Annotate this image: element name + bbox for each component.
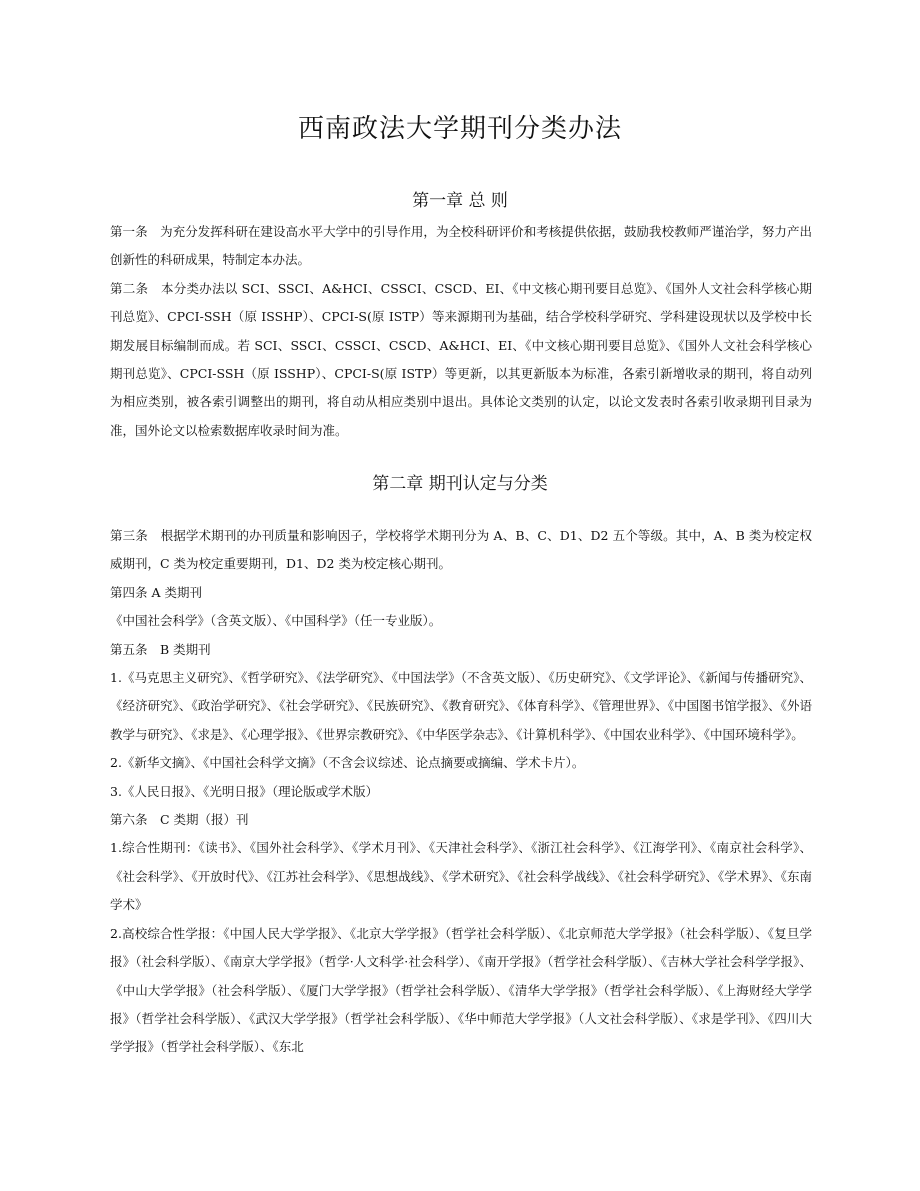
chapter1-heading: 第一章 总 则 xyxy=(412,191,508,211)
article-6-item-1: 1.综合性期刊：《读书》、《国外社会科学》、《学术月刊》、《天津社会科学》、《浙江社会科学》、《江海学刊》、《南京社会科学》、《社会科学》、《开放时代》、《江苏社会科学》、《思想战线》、《学术研究》、《社会科学战线》、《社会科学研究》、《学术界》、《东南学术》 xyxy=(110,840,812,913)
article-5-item-3: 3.《人民日报》、《光明日报》（理论版或学术版） xyxy=(110,783,379,799)
article-2: 第二条 本分类办法以 SCI、SSCI、A&HCI、CSSCI、CSCD、EI、《中文核心期刊要目总览》、《国外人文社会科学核心期刊总览》、CPCI-SSH（原 ISSHP）、CPCI-S(原 ISTP）等来源期刊为基础，结合学校科学研究、学科建设现状以及学校中长期发展目标编制而成。若 SCI、SSCI、CSSCI、CSCD、A&HCI、EI、《中文核心期刊要目总览》、《国外人文社会科学核心期刊总览》、CPCI-SSH（原 ISSHP）、CPCI-S(原 ISTP）等更新，以其更新版本为标准，各索引新增收录的期刊，将自动列为相应类别，被各索引调整出的期刊，将自动从相应类别中退出。具体论文类别的认定，以论文发表时各索引收录期刊目录为准，国外论文以检索数据库收录时间为准。 xyxy=(110,280,812,438)
article-5-item-2: 2.《新华文摘》、《中国社会科学文摘》（不含会议综述、论点摘要或摘编、学术卡片）。 xyxy=(110,755,585,771)
chapter2-body xyxy=(110,522,812,1062)
chapter1-body xyxy=(110,218,812,445)
article-6-item-2: 2.高校综合性学报：《中国人民大学学报》、《北京大学学报》（哲学社会科学版）、《北京师范大学学报》（社会科学版）、《复旦学报》（社会科学版）、《南京大学学报》（哲学·人文科学·社会科学）、《南开学报》（哲学社会科学版）、《吉林大学社会科学学报》、《中山大学学报》（社会科学版）、《厦门大学学报》（哲学社会科学版）、《清华大学学报》（哲学社会科学版）、《上海财经大学学报》（哲学社会科学版）、《武汉大学学报》（哲学社会科学版）、《华中师范大学学报》（人文社会科学版）、《求是学刊》、《四川大学学报》（哲学社会科学版）、《东北 xyxy=(110,925,812,1055)
article-6-title: 第六条 C 类期（报）刊 xyxy=(110,812,249,828)
article-3: 第三条 根据学术期刊的办刊质量和影响因子，学校将学术期刊分为 A、B、C、D1、D2 五个等级。其中，A、B 类为校定权威期刊，C 类为校定重要期刊，D1、D2 类为校定核心期刊。 xyxy=(110,528,812,572)
article-5-title: 第五条 B 类期刊 xyxy=(110,641,211,657)
article-4-title: 第四条 A 类期刊 xyxy=(110,584,202,600)
article-5-item-1: 1.《马克思主义研究》、《哲学研究》、《法学研究》、《中国法学》（不含英文版）、《历史研究》、《文学评论》、《新闻与传播研究》、《经济研究》、《政治学研究》、《社会学研究》、《民族研究》、《教育研究》、《体育科学》、《管理世界》、《中国图书馆学报》、《外语教学与研究》、《求是》、《心理学报》、《世界宗教研究》、《中华医学杂志》、《计算机科学》、《中国农业科学》、《中国环境科学》。 xyxy=(110,670,812,742)
document-title: 西南政法大学期刊分类办法 xyxy=(297,114,622,144)
chapter2-heading: 第二章 期刊认定与分类 xyxy=(372,474,548,494)
article-4-content: 《中国社会科学》（含英文版）、《中国科学》（任一专业版）。 xyxy=(110,613,442,629)
article-1: 第一条 为充分发挥科研在建设高水平大学中的引导作用，为全校科研评价和考核提供依据，鼓励我校教师严谨治学，努力产出创新性的科研成果，特制定本办法。 xyxy=(110,224,812,268)
